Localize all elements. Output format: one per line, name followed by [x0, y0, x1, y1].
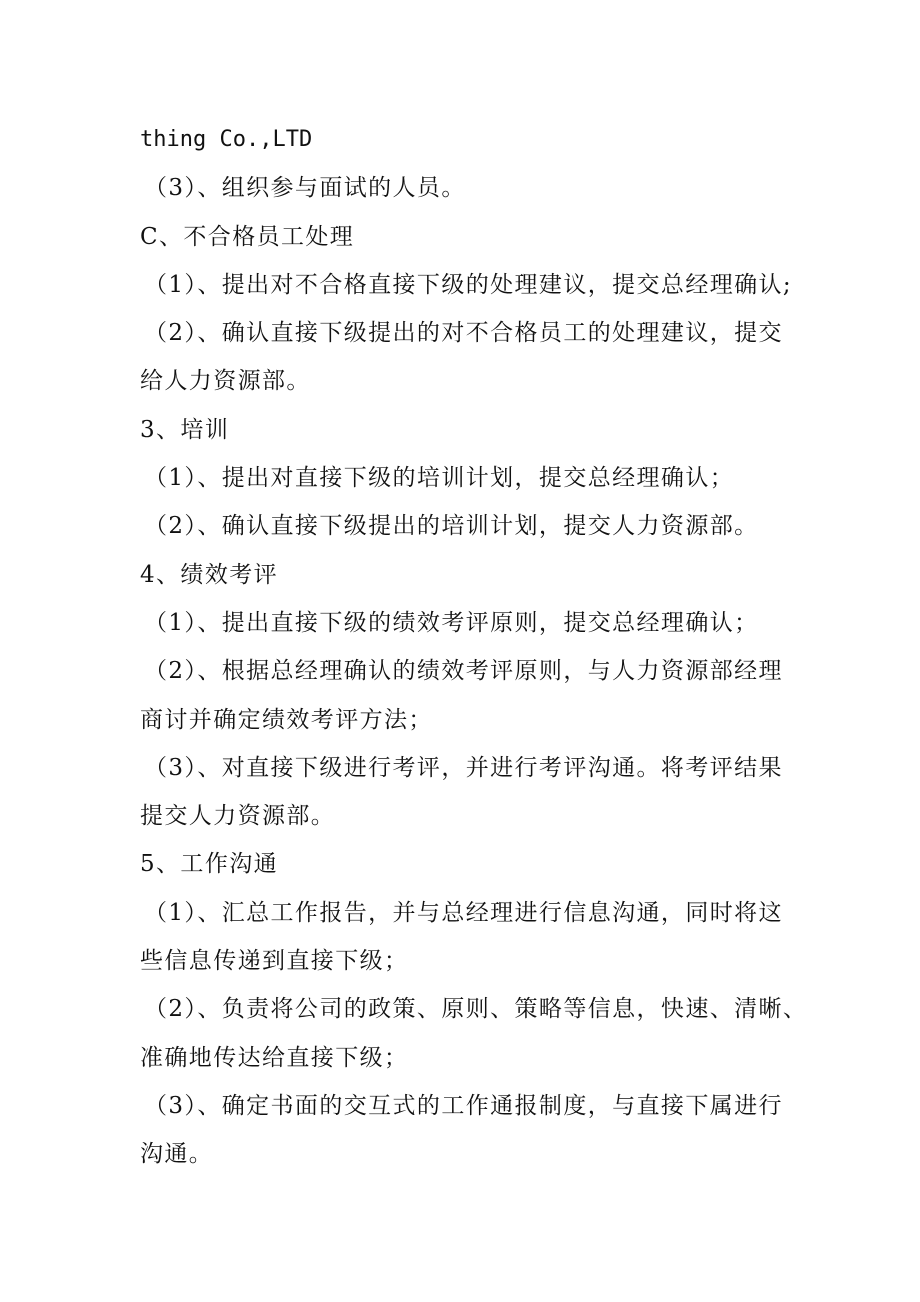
unqualified-item-2: （2）、确认直接下级提出的对不合格员工的处理建议，提交 [144, 320, 783, 347]
section-c-heading: C、不合格员工处理 [140, 223, 355, 250]
unqualified-item-1: （1）、提出对不合格直接下级的处理建议，提交总经理确认; [144, 271, 793, 298]
performance-item-3: （3）、对直接下级进行考评，并进行考评沟通。将考评结果 [144, 754, 783, 781]
performance-item-2-cont: 商讨并确定绩效考评方法； [140, 706, 433, 733]
communication-item-3: （3）、确定书面的交互式的工作通报制度，与直接下属进行 [144, 1092, 783, 1119]
performance-item-1: （1）、提出直接下级的绩效考评原则，提交总经理确认； [144, 609, 759, 636]
document-body [140, 116, 808, 1179]
section-5-heading: 5、工作沟通 [140, 851, 279, 878]
performance-item-3-cont: 提交人力资源部。 [140, 803, 336, 830]
company-name-fragment: thing Co.,LTD [140, 127, 313, 152]
communication-item-2: （2）、负责将公司的政策、原则、策略等信息，快速、清晰、 [144, 996, 808, 1023]
communication-item-2-cont: 准确地传达给直接下级； [140, 1044, 409, 1071]
interview-item-3: （3）、组织参与面试的人员。 [144, 175, 466, 202]
section-3-heading: 3、培训 [140, 416, 230, 443]
communication-item-1: （1）、汇总工作报告，并与总经理进行信息沟通，同时将这 [144, 899, 783, 926]
performance-item-2: （2）、根据总经理确认的绩效考评原则，与人力资源部经理 [144, 658, 783, 685]
training-item-1: （1）、提出对直接下级的培训计划，提交总经理确认； [144, 465, 735, 492]
section-4-heading: 4、绩效考评 [140, 561, 279, 588]
unqualified-item-2-cont: 给人力资源部。 [140, 368, 311, 395]
communication-item-1-cont: 些信息传递到直接下级； [140, 948, 409, 975]
communication-item-3-cont: 沟通。 [140, 1141, 214, 1168]
training-item-2: （2）、确认直接下级提出的培训计划，提交人力资源部。 [144, 513, 759, 540]
